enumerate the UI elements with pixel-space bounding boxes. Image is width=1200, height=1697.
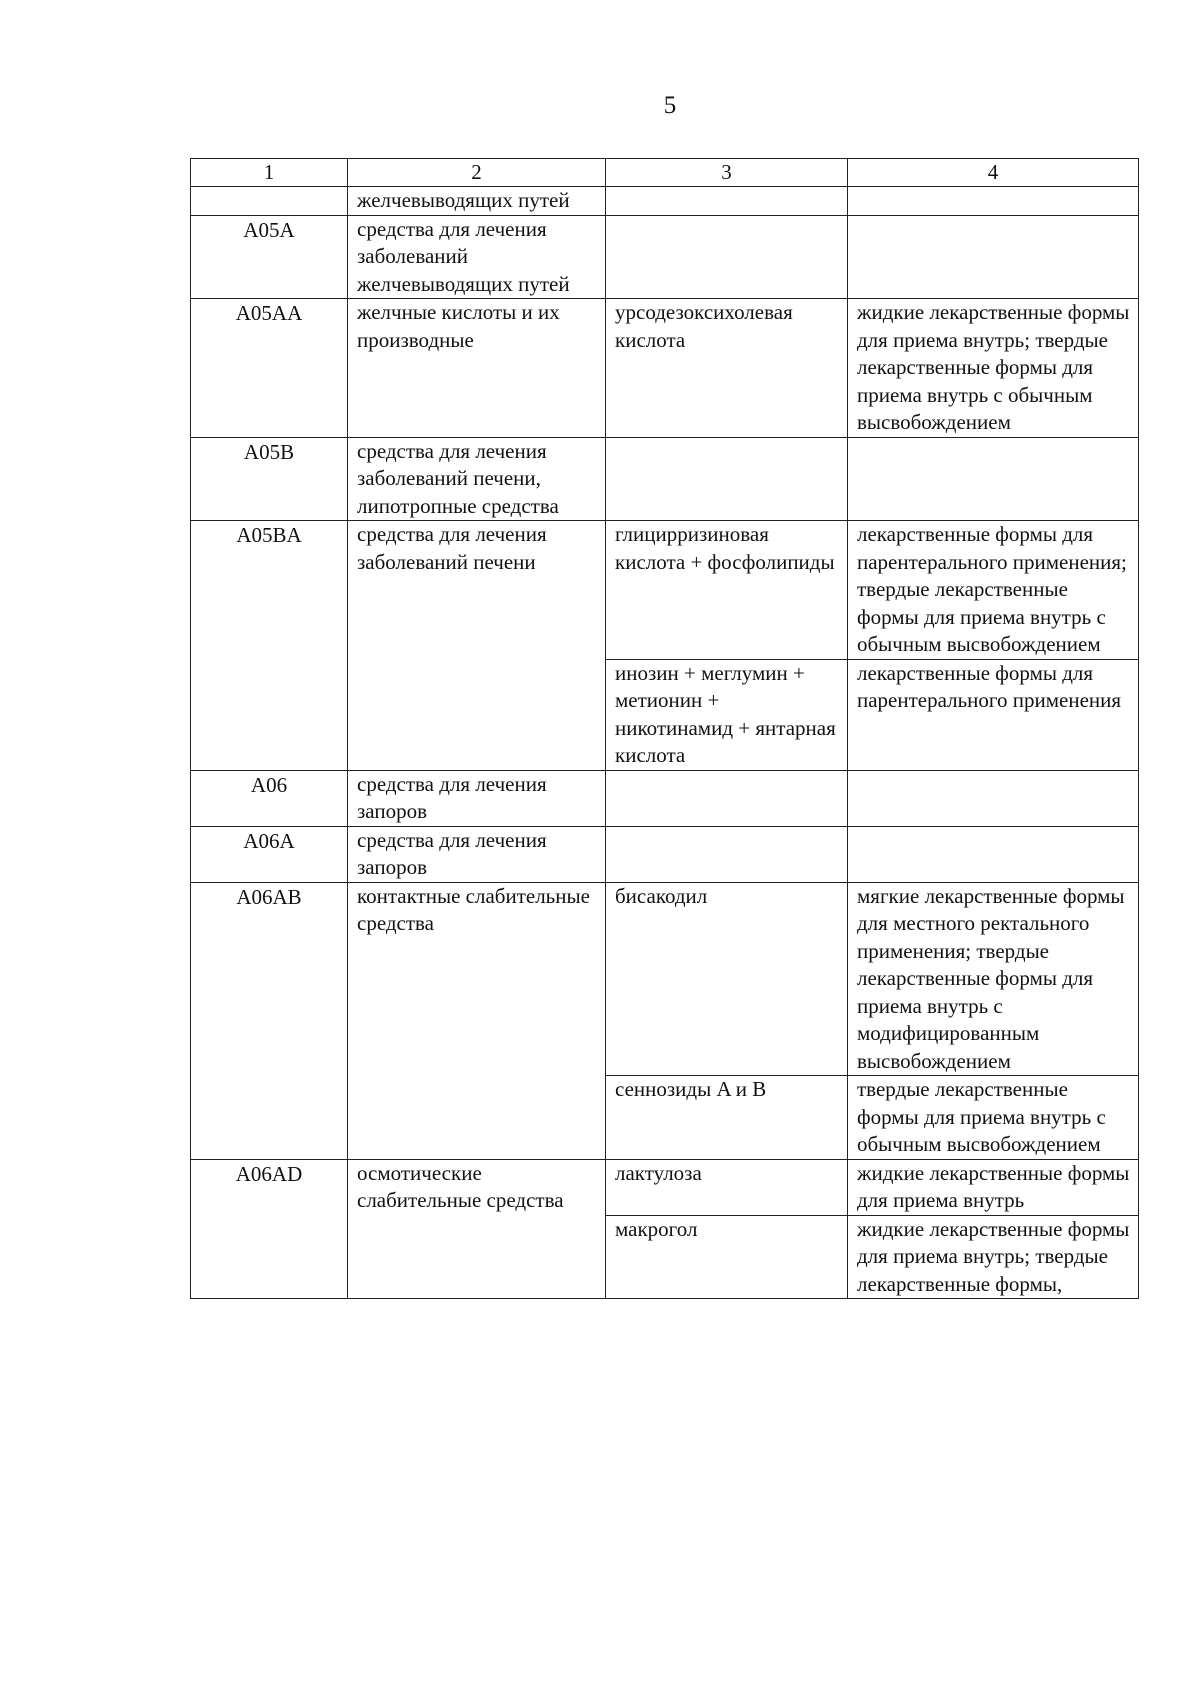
table-row [191, 770, 1139, 826]
atc-code-cell: A05BA [191, 521, 348, 771]
dosage-form-cell [848, 437, 1139, 521]
dosage-form-cell: жидкие лекарственные формы для приема внутрь [848, 1159, 1139, 1215]
dosage-form-cell [848, 187, 1139, 216]
group-cell: средства для лечения запоров [348, 826, 606, 882]
drug-cell: бисакодил [606, 882, 848, 1076]
drug-cell [606, 826, 848, 882]
dosage-form-cell: жидкие лекарственные формы для приема внутрь; твердые лекарственные формы для приема внутрь с обычным высвобождением [848, 299, 1139, 438]
atc-code-cell: A06 [191, 770, 348, 826]
group-cell: осмотические слабительные средства [348, 1159, 606, 1299]
table-row [191, 882, 1139, 1076]
drug-cell [606, 770, 848, 826]
dosage-form-cell [848, 215, 1139, 299]
atc-code-cell: A05AA [191, 299, 348, 438]
group-cell: средства для лечения заболеваний желчевыводящих путей [348, 215, 606, 299]
drug-cell [606, 437, 848, 521]
dosage-form-cell: твердые лекарственные формы для приема внутрь с обычным высвобождением [848, 1076, 1139, 1160]
drug-cell: сеннозиды A и B [606, 1076, 848, 1160]
table-row [191, 826, 1139, 882]
page-number: 5 [663, 92, 677, 119]
column-header: 2 [348, 159, 606, 187]
atc-code-cell: A06AD [191, 1159, 348, 1299]
table-row [191, 521, 1139, 660]
column-header: 4 [848, 159, 1139, 187]
group-cell: средства для лечения запоров [348, 770, 606, 826]
table-row [191, 299, 1139, 438]
column-header: 1 [191, 159, 348, 187]
table-row [191, 187, 1139, 216]
table-row [191, 1159, 1139, 1215]
atc-code-cell: A05A [191, 215, 348, 299]
drug-cell [606, 187, 848, 216]
group-cell: желчные кислоты и их производные [348, 299, 606, 438]
drug-cell: макрогол [606, 1215, 848, 1299]
atc-code-cell: A05B [191, 437, 348, 521]
dosage-form-cell: лекарственные формы для парентерального применения; твердые лекарственные формы для приема внутрь с обычным высвобождением [848, 521, 1139, 660]
dosage-form-cell [848, 826, 1139, 882]
drug-cell: лактулоза [606, 1159, 848, 1215]
table-row [191, 215, 1139, 299]
drug-cell: инозин + меглумин + метионин + никотинамид + янтарная кислота [606, 659, 848, 770]
table-header-row [191, 159, 1139, 187]
drug-table [190, 158, 1139, 1299]
table-row [191, 437, 1139, 521]
atc-code-cell: A06A [191, 826, 348, 882]
dosage-form-cell: мягкие лекарственные формы для местного ректального применения; твердые лекарственные формы для приема внутрь с модифицированным высвобождением [848, 882, 1139, 1076]
drug-cell [606, 215, 848, 299]
dosage-form-cell: лекарственные формы для парентерального применения [848, 659, 1139, 770]
atc-code-cell [191, 187, 348, 216]
column-header: 3 [606, 159, 848, 187]
dosage-form-cell [848, 770, 1139, 826]
atc-code-cell: A06AB [191, 882, 348, 1159]
dosage-form-cell: жидкие лекарственные формы для приема внутрь; твердые лекарственные формы, [848, 1215, 1139, 1299]
group-cell: средства для лечения заболеваний печени, липотропные средства [348, 437, 606, 521]
group-cell: средства для лечения заболеваний печени [348, 521, 606, 771]
drug-cell: глицирризиновая кислота + фосфолипиды [606, 521, 848, 660]
group-cell: контактные слабительные средства [348, 882, 606, 1159]
group-cell: желчевыводящих путей [348, 187, 606, 216]
drug-cell: урсодезоксихолевая кислота [606, 299, 848, 438]
